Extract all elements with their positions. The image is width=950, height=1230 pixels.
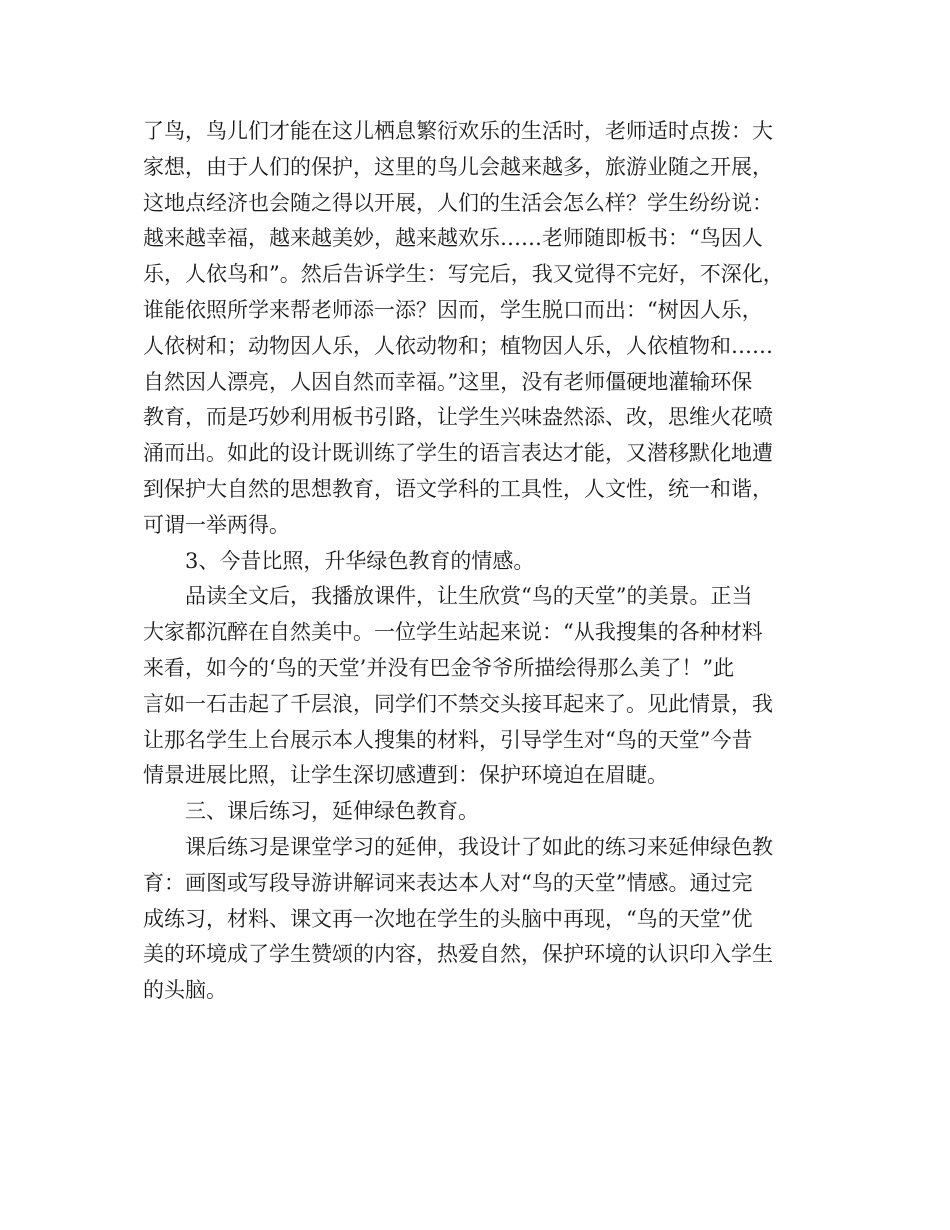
text-line: 情景进展比照，让学生深切感遭到：保护环境迫在眉睫。 xyxy=(143,763,668,788)
text-line: 到保护大自然的思想教育，语文学科的工具性，人文性，统一和谐， xyxy=(143,476,773,501)
section-heading: 3、今昔比照，升华绿色教育的情感。 xyxy=(185,548,535,573)
text-line: 的头脑。 xyxy=(143,978,227,1003)
text-line: 育：画图或写段导游讲解词来表达本人对“鸟的天堂”情感。通过完 xyxy=(143,870,753,895)
paragraph-first-line: 课后练习是课堂学习的延伸，我设计了如此的练习来延伸绿色教 xyxy=(185,834,773,859)
text-line: 谁能依照所学来帮老师添一添？因而，学生脱口而出：“树因人乐， xyxy=(143,297,763,322)
text-line: 来看，如今的‘鸟的天堂’并没有巴金爷爷所描绘得那么美了！”此 xyxy=(143,655,735,680)
paragraph-first-line: 品读全文后，我播放课件，让生欣赏“鸟的天堂”的美景。正当 xyxy=(185,584,753,609)
text-line: 越来越幸福，越来越美妙，越来越欢乐……老师随即板书：“鸟因人 xyxy=(143,226,763,251)
section-heading: 三、课后练习，延伸绿色教育。 xyxy=(185,799,479,824)
text-line: 乐，人依鸟和”。然后告诉学生：写完后，我又觉得不完好，不深化， xyxy=(143,262,784,287)
text-line: 教育，而是巧妙利用板书引路，让学生兴味盎然添、改，思维火花喷 xyxy=(143,405,773,430)
text-line: 涌而出。如此的设计既训练了学生的语言表达才能，又潜移默化地遭 xyxy=(143,441,773,466)
text-line: 大家都沉醉在自然美中。一位学生站起来说：“从我搜集的各种材料 xyxy=(143,620,763,645)
text-line: 自然因人漂亮，人因自然而幸福。”这里，没有老师僵硬地灌输环保 xyxy=(143,369,753,394)
text-line: 言如一石击起了千层浪，同学们不禁交头接耳起来了。见此情景，我 xyxy=(143,691,773,716)
text-line: 成练习，材料、课文再一次地在学生的头脑中再现，“鸟的天堂”优 xyxy=(143,906,753,931)
text-line: 可谓一举两得。 xyxy=(143,512,290,537)
document-body xyxy=(143,114,815,1009)
text-line: 了鸟，鸟儿们才能在这儿栖息繁衍欢乐的生活时，老师适时点拨：大 xyxy=(143,119,773,143)
text-line: 让那名学生上台展示本人搜集的材料，引导学生对“鸟的天堂”今昔 xyxy=(143,727,753,752)
text-line: 美的环境成了学生赞颂的内容，热爱自然，保护环境的认识印入学生 xyxy=(143,942,773,967)
text-line: 这地点经济也会随之得以开展，人们的生活会怎么样？学生纷纷说： xyxy=(143,190,773,215)
text-line: 家想，由于人们的保护，这里的鸟儿会越来越多，旅游业随之开展， xyxy=(143,154,773,179)
text-line: 人依树和；动物因人乐，人依动物和；植物因人乐，人依植物和…… xyxy=(143,333,773,358)
